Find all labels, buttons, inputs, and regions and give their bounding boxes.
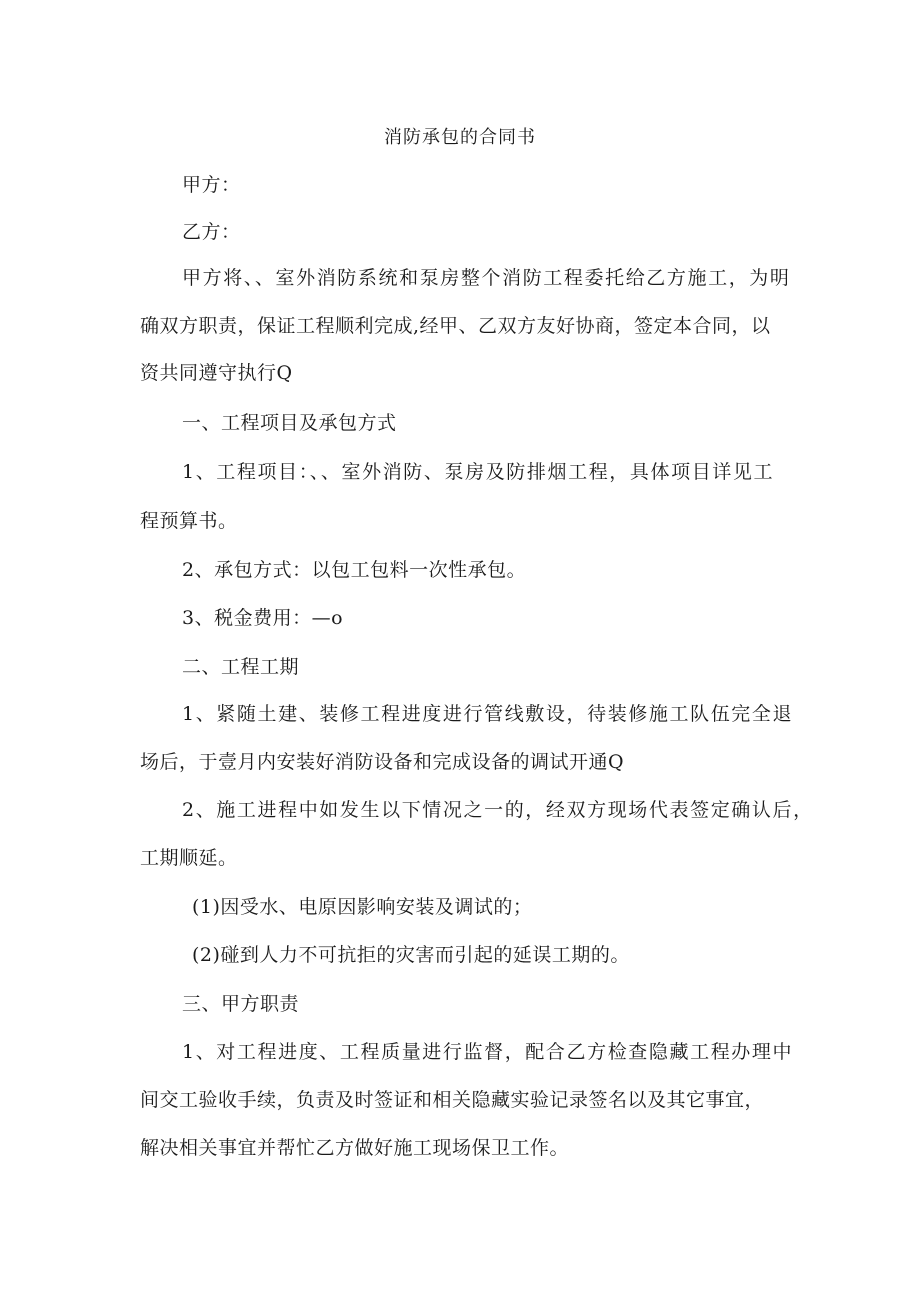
clause-line: 场后，于壹月内安装好消防设备和完成设备的调试开通Q	[140, 751, 625, 773]
clause-line: 3、税金费用：—o	[182, 607, 344, 629]
clause-line: 间交工验收手续，负责及时签证和相关隐藏实验记录签名以及其它事宜，	[140, 1089, 765, 1111]
party-a-label: 甲方：	[182, 174, 241, 196]
clause-line: 1、对工程进度、工程质量进行监督，配合乙方检查隐藏工程办理中	[182, 1041, 794, 1063]
sub-clause-line: (1)因受水、电原因影响安装及调试的；	[192, 896, 533, 918]
party-b-label: 乙方：	[182, 221, 241, 243]
clause-line: 1、工程项目：、、室外消防、泵房及防排烟工程，具体项目详见工	[182, 461, 775, 483]
sub-clause-line: (2)碰到人力不可抗拒的灾害而引起的延误工期的。	[192, 944, 630, 966]
clause-line: 2、施工进程中如发生以下情况之一的，经双方现场代表签定确认后，	[182, 799, 814, 821]
intro-paragraph-line: 确双方职责，保证工程顺利完成,经甲、乙双方友好协商，签定本合同，以	[140, 315, 771, 337]
document-title: 消防承包的合同书	[384, 127, 536, 148]
section-heading-schedule: 二、工程工期	[182, 656, 300, 678]
clause-line: 1、紧随土建、装修工程进度进行管线敷设，待装修施工队伍完全退	[182, 703, 794, 725]
section-heading-party-a-duties: 三、甲方职责	[182, 993, 300, 1015]
clause-line: 工期顺延。	[140, 847, 238, 869]
clause-line: 解决相关事宜并帮忙乙方做好施工现场保卫工作。	[140, 1137, 570, 1159]
intro-paragraph-line: 甲方将、、室外消防系统和泵房整个消防工程委托给乙方施工，为明	[182, 267, 791, 289]
section-heading-project: 一、工程项目及承包方式	[182, 412, 397, 434]
clause-line: 2、承包方式：以包工包料一次性承包。	[182, 559, 527, 581]
clause-line: 程预算书。	[140, 510, 238, 532]
intro-paragraph-line: 资共同遵守执行Q	[140, 362, 293, 384]
